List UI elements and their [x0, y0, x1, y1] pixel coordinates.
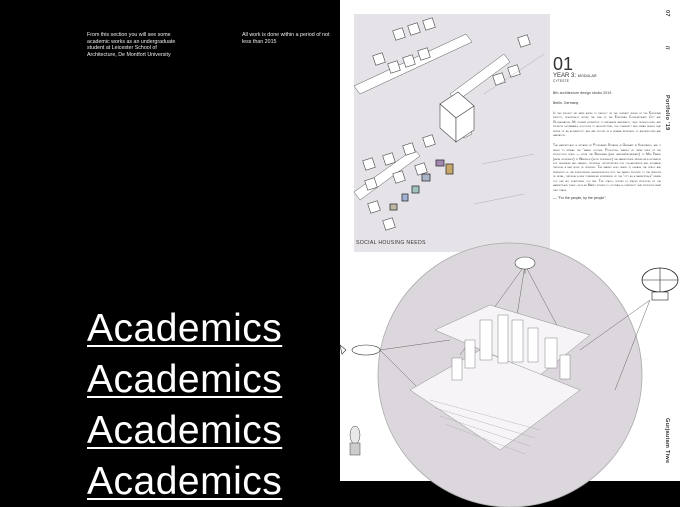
project-number: 01	[553, 54, 574, 74]
period-text: All work is done within a period of not less than 2015	[242, 32, 330, 45]
academics-line-2[interactable]: Academics	[87, 358, 283, 401]
portfolio-label: Portfolio '19	[664, 95, 670, 131]
project-studio: Bth architecture design studio 2019	[553, 91, 612, 95]
project-subtitle: CYTESTE	[553, 79, 570, 83]
project-quote: — "For the people, by the people".	[553, 195, 607, 200]
project-paragraph-2: The marketplace is situated at Potsdamer Strasse in Germany in Kreuzberg, and it seeks to spread the "maker culture. Producing 'making' at three ends of the production scale — from the Bergsman (bier garden/restaurant) to Mini Fabrik (metal workshop) to Werkhof (wood workshop) the marketplace serves as a incubator for designers and makers, providing opportunities for collaboration and exchange through a new mode of working. The market also seeks to engage the public and residents of the surrounding neighborhoods into the making process to the vendors of retail, through a new commercial experience of the "city as a marketplace" where you can buy everything you see. The stalls, hosted in spaces produced by the marketplace itself, such as Markt strives to cultivate a community that produces what they trade.	[553, 143, 661, 192]
page-number: 07	[664, 10, 670, 17]
portfolio-page	[340, 0, 680, 481]
intro-text: From this section you will see some academic works as an undergraduate student at Leicester School of Architecture, De Montfort University	[87, 32, 176, 58]
project-year-suffix: MODULAR	[577, 74, 597, 78]
academics-headline	[87, 303, 282, 507]
left-panel	[0, 0, 340, 503]
project-city: Berlin, Germany	[553, 101, 579, 105]
diver-figure-icon	[350, 426, 360, 455]
plan-caption: SOCIAL HOUSING NEEDS	[356, 240, 426, 246]
page-marker: //	[664, 46, 670, 50]
author-label: Gurjautam Tiwe	[664, 418, 670, 464]
academics-line-3[interactable]: Academics	[87, 409, 283, 452]
project-description	[553, 55, 661, 200]
academics-line-4[interactable]: Academics	[87, 460, 283, 503]
aerial-axonometric-drawing	[340, 250, 680, 481]
airship-cage-icon	[642, 268, 678, 300]
site-plan-drawing	[354, 14, 550, 252]
whale-balloon-icon	[340, 345, 380, 355]
project-year-label: YEAR 3:	[553, 73, 577, 79]
academics-line-1[interactable]: Academics	[87, 307, 283, 350]
project-paragraph-1: In this project we were asked to reflect on the current issues of the European identity, specifically within the idea of the European Contemporary City and Globalisation. My scheme attempted to emphasize materiality, new technologies, and promote sustainable solutions to architecture, the community and urban design that revive of an authenticity and are rooted in a humane approach to architecture and habitation.	[553, 111, 661, 138]
